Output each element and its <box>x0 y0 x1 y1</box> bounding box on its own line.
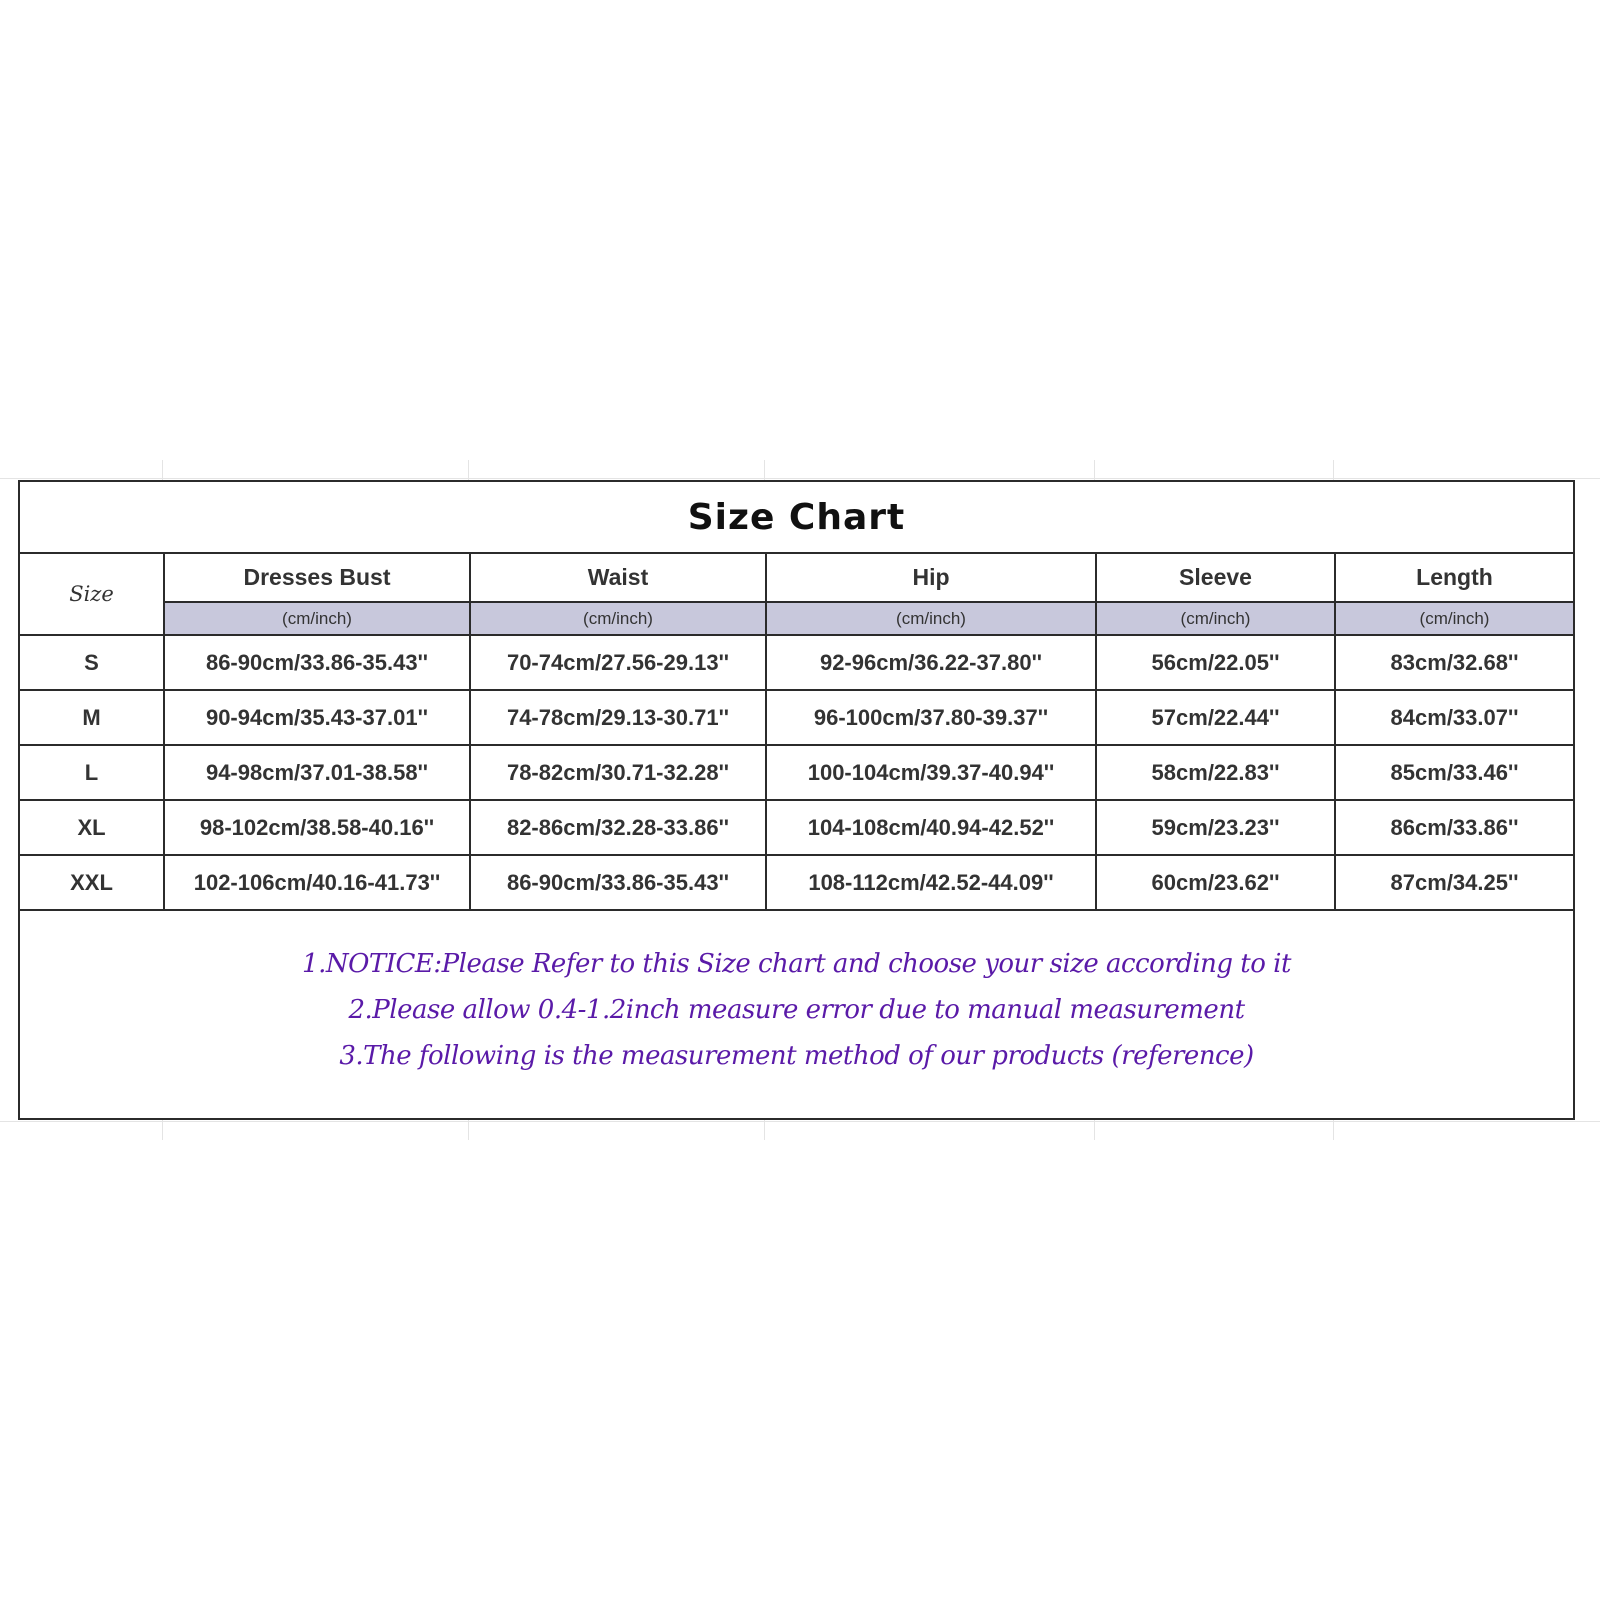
column-header-hip: Hip <box>766 554 1096 602</box>
unit-label: (cm/inch) <box>1335 602 1573 635</box>
table-cell: 86cm/33.86'' <box>1335 800 1573 855</box>
unit-row <box>20 602 1573 635</box>
gridline <box>764 460 765 480</box>
gridline <box>1333 460 1334 480</box>
unit-label: (cm/inch) <box>766 602 1096 635</box>
size-table <box>20 554 1573 911</box>
header-row <box>20 554 1573 602</box>
table-cell: 70-74cm/27.56-29.13'' <box>470 635 766 690</box>
table-row <box>20 745 1573 800</box>
unit-label: (cm/inch) <box>1096 602 1335 635</box>
gridline <box>1094 460 1095 480</box>
column-header-bust: Dresses Bust <box>164 554 470 602</box>
gridline <box>764 1120 765 1140</box>
table-cell: 83cm/32.68'' <box>1335 635 1573 690</box>
table-cell: 59cm/23.23'' <box>1096 800 1335 855</box>
table-cell: 82-86cm/32.28-33.86'' <box>470 800 766 855</box>
gridline <box>0 1121 1600 1122</box>
table-cell: 108-112cm/42.52-44.09'' <box>766 855 1096 910</box>
table-row <box>20 690 1573 745</box>
notes-section <box>20 902 1573 1118</box>
column-header-length: Length <box>1335 554 1573 602</box>
table-cell: 85cm/33.46'' <box>1335 745 1573 800</box>
gridline <box>0 478 1600 479</box>
table-cell: 57cm/22.44'' <box>1096 690 1335 745</box>
table-row <box>20 800 1573 855</box>
table-cell: 96-100cm/37.80-39.37'' <box>766 690 1096 745</box>
unit-label: (cm/inch) <box>164 602 470 635</box>
table-cell: 86-90cm/33.86-35.43'' <box>164 635 470 690</box>
size-label: S <box>20 635 164 690</box>
table-cell: 92-96cm/36.22-37.80'' <box>766 635 1096 690</box>
size-label: M <box>20 690 164 745</box>
gridline <box>162 460 163 480</box>
table-cell: 87cm/34.25'' <box>1335 855 1573 910</box>
table-cell: 104-108cm/40.94-42.52'' <box>766 800 1096 855</box>
note-notice: 1.NOTICE:Please Refer to this Size chart and choose your size according to it <box>302 949 1291 979</box>
gridline <box>468 460 469 480</box>
size-label: XXL <box>20 855 164 910</box>
size-label: XL <box>20 800 164 855</box>
column-header-waist: Waist <box>470 554 766 602</box>
table-cell: 58cm/22.83'' <box>1096 745 1335 800</box>
size-chart-sheet <box>18 480 1575 1120</box>
size-label: L <box>20 745 164 800</box>
title-row <box>20 482 1573 554</box>
table-cell: 90-94cm/35.43-37.01'' <box>164 690 470 745</box>
note-measure-error: 2.Please allow 0.4-1.2inch measure error due to manual measurement <box>348 995 1245 1025</box>
size-column-header: Size <box>20 554 164 635</box>
gridline <box>1094 1120 1095 1140</box>
table-cell: 94-98cm/37.01-38.58'' <box>164 745 470 800</box>
table-cell: 102-106cm/40.16-41.73'' <box>164 855 470 910</box>
note-measurement-method: 3.The following is the measurement method of our products (reference) <box>339 1041 1254 1071</box>
gridline <box>1333 1120 1334 1140</box>
table-cell: 56cm/22.05'' <box>1096 635 1335 690</box>
gridline <box>162 1120 163 1140</box>
page-title: Size Chart <box>687 496 906 538</box>
table-cell: 74-78cm/29.13-30.71'' <box>470 690 766 745</box>
unit-label: (cm/inch) <box>470 602 766 635</box>
table-cell: 98-102cm/38.58-40.16'' <box>164 800 470 855</box>
table-cell: 84cm/33.07'' <box>1335 690 1573 745</box>
gridline <box>468 1120 469 1140</box>
table-cell: 100-104cm/39.37-40.94'' <box>766 745 1096 800</box>
table-cell: 86-90cm/33.86-35.43'' <box>470 855 766 910</box>
table-row <box>20 635 1573 690</box>
table-cell: 60cm/23.62'' <box>1096 855 1335 910</box>
table-cell: 78-82cm/30.71-32.28'' <box>470 745 766 800</box>
column-header-sleeve: Sleeve <box>1096 554 1335 602</box>
